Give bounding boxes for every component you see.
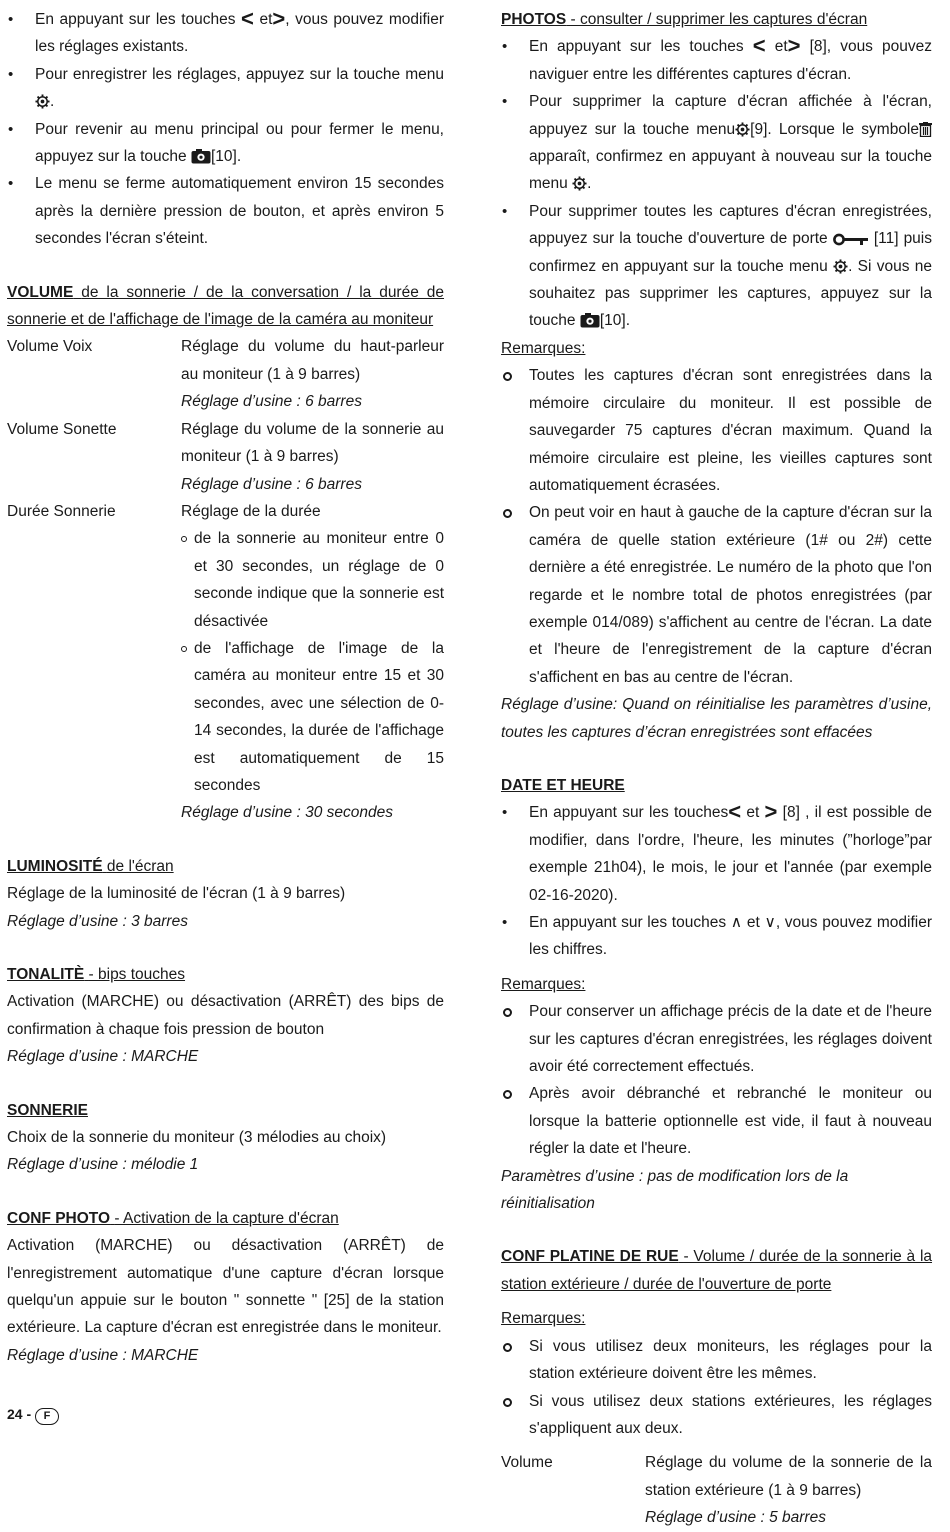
tonalite-factory: Réglage d’usine : MARCHE xyxy=(7,1048,199,1066)
date-list xyxy=(501,799,932,963)
page-number: 24 - xyxy=(7,1406,32,1422)
gear-icon xyxy=(572,176,587,191)
list-item: Si vous utilisez deux stations extérieures, les réglages s'appliquent aux deux. xyxy=(501,1388,932,1443)
key-icon xyxy=(833,233,869,246)
date-remarks-list xyxy=(501,998,932,1162)
luminosite-factory: Réglage d’usine : 3 barres xyxy=(7,912,188,930)
arrow-left-icon: < xyxy=(728,799,742,825)
sonnerie-heading: SONNERIE xyxy=(7,1101,88,1119)
duree-sonnerie-row: Durée Sonnerie Réglage de la durée de la sonnerie au moniteur entre 0 et 30 secondes, un réglage de 0 seconde indique que la sonnerie est désactivée de l'affichage de l'image de la caméra au moniteur entre 15 et 30 secondes, avec une sélection de 0-14 secondes, la durée de l'affichage est automatiquement de 15 secondes Réglage d’usine : 30 secondes xyxy=(7,502,444,822)
confphoto-factory: Réglage d’usine : MARCHE xyxy=(7,1346,199,1364)
right-column xyxy=(501,6,932,1532)
trash-icon xyxy=(919,122,932,137)
date-heading: DATE ET HEURE xyxy=(501,776,625,794)
list-item: de la sonnerie au moniteur entre 0 et 30 secondes, un réglage de 0 seconde indique que la sonnerie est désactivée xyxy=(181,525,444,635)
camera-icon xyxy=(580,313,600,328)
photos-remarks-list xyxy=(501,362,932,691)
list-item: • Pour supprimer toutes les captures d'écran enregistrées, appuyez sur la touche d'ouverture de porte [11] puis confirmez en appuyant sur la touche menu . Si vous ne souhaitez pas supprimer les captures, appuyez sur la touche [10]. xyxy=(501,198,932,335)
list-item: • Le menu se ferme automatiquement environ 15 secondes après la dernière pression de bouton, et après environ 5 secondes l'écran s'éteint. xyxy=(7,170,444,252)
list-item: • En appuyant sur les touches < et>, vous pouvez modifier les réglages existants. xyxy=(7,6,444,61)
luminosite-heading: LUMINOSITÉ de l'écran xyxy=(7,857,174,875)
list-item: • Pour supprimer la capture d'écran affichée à l'écran, appuyez sur la touche menu [9]. Lorsque le symboleapparaît, confirmez en appuyant à nouveau sur la touche menu . xyxy=(501,88,932,198)
sonnerie-factory: Réglage d’usine : mélodie 1 xyxy=(7,1156,199,1174)
list-item: Pour conserver un affichage précis de la date et de l'heure sur les captures d'écran enregistrées, les réglages doivent avoir été correctement effectués. xyxy=(501,998,932,1080)
arrow-right-icon: > xyxy=(787,33,801,59)
volume-heading: VOLUME de la sonnerie / de la conversation / la durée de sonnerie et de l'affichage de l'image de la caméra au moniteur xyxy=(7,283,445,329)
arrow-left-icon: < xyxy=(752,33,766,59)
sonnerie-desc: Choix de la sonnerie du moniteur (3 mélodies au choix) xyxy=(7,1129,387,1147)
list-item: de l'affichage de l'image de la caméra au moniteur entre 15 et 30 secondes, avec une sélection de 0-14 secondes, la durée de l'affichage est automatiquement de 15 secondes xyxy=(181,635,444,799)
platine-remarks-list xyxy=(501,1333,932,1443)
list-item: • Pour revenir au menu principal ou pour fermer le menu, appuyez sur la touche [10]. xyxy=(7,116,444,171)
tonalite-heading: TONALITÈ - bips touches xyxy=(7,966,186,983)
luminosite-desc: Réglage de la luminosité de l'écran (1 à 9 barres) xyxy=(7,885,346,903)
arrow-right-icon: > xyxy=(764,799,778,825)
intro-list xyxy=(7,6,444,253)
date-factory: Paramètres d’usine : pas de modification lors de la réinitialisation xyxy=(501,1167,849,1213)
list-item: • En appuyant sur les touches< et > [8] , il est possible de modifier, dans l'ordre, l'heure, les minutes (”horloge”par exemple 21h04), le mois, le jour et l'année (par exemple 02-16-2020). xyxy=(501,799,932,909)
photos-remarks-title: Remarques: xyxy=(501,339,586,357)
date-remarks-title: Remarques: xyxy=(501,975,586,993)
volume-voix-row: Volume Voix Réglage du volume du haut-parleur au moniteur (1 à 9 barres) Réglage d’usine : 6 barres xyxy=(7,338,444,411)
list-item: • Pour enregistrer les réglages, appuyez sur la touche menu . xyxy=(7,61,444,116)
platine-heading: CONF PLATINE DE RUE - Volume / durée de la sonnerie à la station extérieure / durée de l'ouverture de porte xyxy=(501,1248,933,1293)
confphoto-desc: Activation (MARCHE) ou désactivation (ARRÊT) de l'enregistrement automatique d'une capture d'écran lorsque quelqu'un appuie sur le bouton " sonnette " [25] de la station extérieure. La capture d'écran est enregistrée dans le moniteur. xyxy=(7,1237,444,1337)
camera-icon xyxy=(191,149,211,164)
arrow-right-icon: > xyxy=(272,6,286,31)
list-item: Après avoir débranché et rebranché le moniteur ou lorsque la batterie optionnelle est vide, il faut à nouveau régler la date et l'heure. xyxy=(501,1080,932,1162)
gear-icon xyxy=(735,122,750,137)
confphoto-heading: CONF PHOTO - Activation de la capture d'écran xyxy=(7,1209,339,1227)
platine-volume-row: Volume Réglage du volume de la sonnerie de la station extérieure (1 à 9 barres) Réglage d’usine : 5 barres xyxy=(501,1454,932,1527)
tonalite-desc: Activation (MARCHE) ou désactivation (ARRÊT) des bips de confirmation à chaque fois pression de bouton xyxy=(7,993,444,1038)
platine-remarks-title: Remarques: xyxy=(501,1310,586,1328)
list-item: Si vous utilisez deux moniteurs, les réglages pour la station extérieure doivent être les mêmes. xyxy=(501,1333,932,1388)
list-item: On peut voir en haut à gauche de la capture d'écran sur la caméra de quelle station extérieure (1# ou 2#) cette dernière a été enregistrée. Le numéro de la photo que l'on regarde et le nombre total de photos enregistrées (par exemple 014/089) s'affichent au centre de l'écran. La date et l'heure de l'enregistrement de la capture d'écran s'affichent en bas au centre de l'écran. xyxy=(501,499,932,691)
arrow-left-icon: < xyxy=(241,6,254,31)
volume-sonette-row: Volume Sonette Réglage du volume de la sonnerie au moniteur (1 à 9 barres) Réglage d’usine : 6 barres xyxy=(7,420,444,493)
arrow-down-icon: ∨ xyxy=(764,914,776,931)
page-footer xyxy=(7,1404,59,1425)
photos-heading: PHOTOS - consulter / supprimer les captures d'écran xyxy=(501,11,868,28)
arrow-up-icon: ∧ xyxy=(730,914,743,931)
list-item: • En appuyant sur les touches ∧ et ∨, vous pouvez modifier les chiffres. xyxy=(501,909,932,964)
left-column xyxy=(7,6,444,1369)
language-badge: F xyxy=(35,1408,59,1425)
gear-icon xyxy=(833,259,848,274)
list-item: • En appuyant sur les touches < et> [8], vous pouvez naviguer entre les différentes captures d'écran. xyxy=(501,33,932,88)
list-item: Toutes les captures d'écran sont enregistrées dans la mémoire circulaire du moniteur. Il est possible de sauvegarder 75 captures d'écran maximum. Quand la mémoire circulaire est pleine, les vieilles captures sont automatiquement écrasées. xyxy=(501,362,932,499)
photos-list xyxy=(501,33,932,334)
gear-icon xyxy=(35,94,50,109)
photos-factory: Réglage d’usine: Quand on réinitialise les paramètres d’usine, toutes les captures d’écran enregistrées sont effacées xyxy=(501,696,932,741)
